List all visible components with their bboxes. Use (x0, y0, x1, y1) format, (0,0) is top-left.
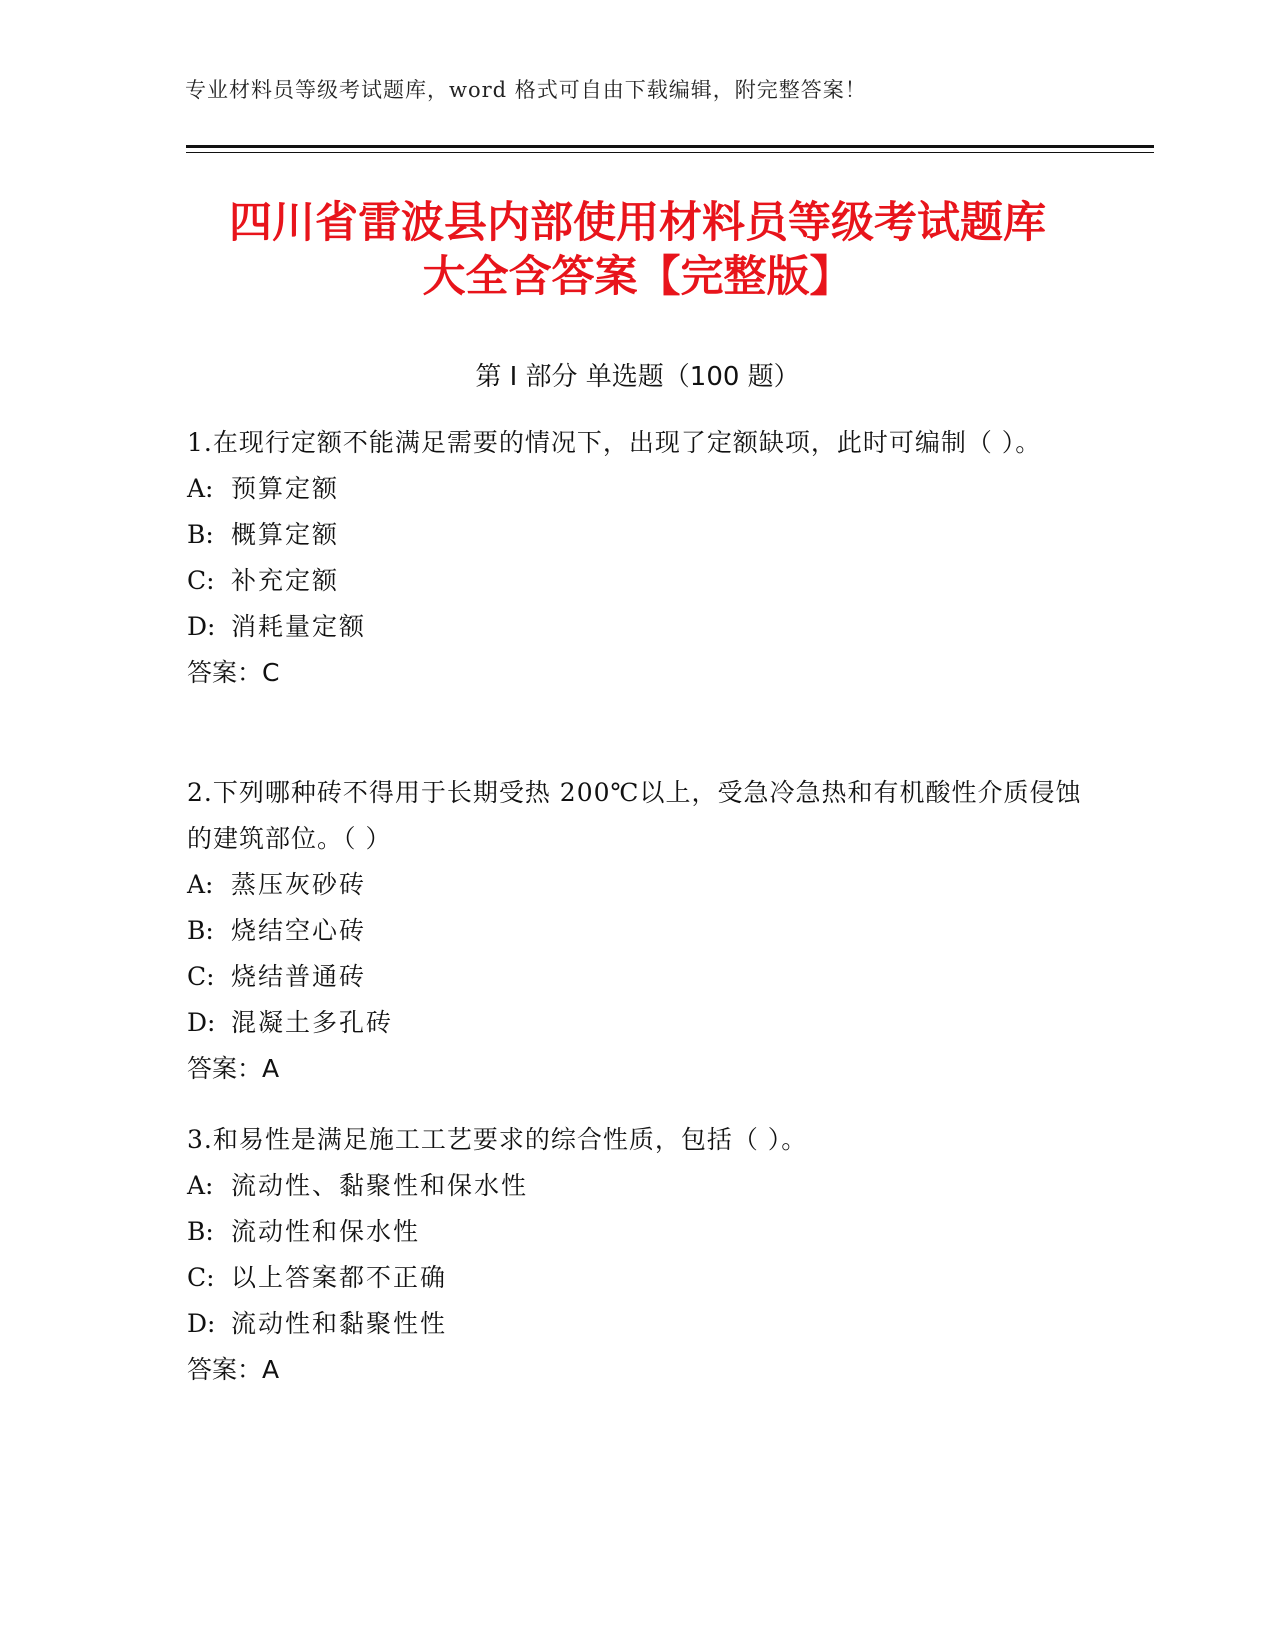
option-a (187, 862, 1087, 908)
answer-label: 答案： (187, 1054, 263, 1083)
question-stem: 1.在现行定额不能满足需要的情况下，出现了定额缺项，此时可编制（ ）。 (187, 428, 1042, 457)
option-text: 蒸压灰砂砖 (231, 870, 367, 899)
option-key: B: (187, 916, 214, 945)
header-rule-thin (186, 152, 1154, 153)
option-text: 以上答案都不正确 (231, 1263, 448, 1292)
option-key: D: (187, 1309, 216, 1338)
option-b (187, 908, 1087, 954)
option-key: B: (187, 520, 214, 549)
option-key: A: (187, 474, 214, 503)
document-title (150, 196, 1125, 304)
question-stem: 2.下列哪种砖不得用于长期受热 200℃以上，受急冷急热和有机酸性介质侵蚀的建筑部位。（ ） (187, 778, 1082, 853)
option-key: C: (187, 1263, 215, 1292)
option-a (187, 1163, 1087, 1209)
answer-label: 答案： (187, 658, 263, 687)
option-text: 烧结空心砖 (231, 916, 367, 945)
document-title-line-2: 大全含答案【完整版】 (422, 252, 853, 302)
answer-label: 答案： (187, 1355, 263, 1384)
option-text: 概算定额 (231, 520, 340, 549)
header-note: 专业材料员等级考试题库，word 格式可自由下载编辑，附完整答案！ (185, 78, 867, 102)
answer-line (187, 650, 1087, 696)
answer-value: C (262, 658, 280, 687)
option-d (187, 1000, 1087, 1046)
option-text: 流动性和保水性 (231, 1217, 421, 1246)
question-2 (187, 770, 1087, 1092)
option-b (187, 1209, 1087, 1255)
header-rule-thick (186, 145, 1154, 148)
option-key: A: (187, 1171, 214, 1200)
answer-value: A (262, 1355, 280, 1384)
option-text: 预算定额 (231, 474, 340, 503)
option-text: 消耗量定额 (231, 612, 367, 641)
option-key: D: (187, 1008, 216, 1037)
option-c (187, 1255, 1087, 1301)
option-c (187, 558, 1087, 604)
answer-line (187, 1347, 1087, 1393)
question-3 (187, 1117, 1087, 1393)
option-text: 流动性和黏聚性性 (231, 1309, 448, 1338)
answer-value: A (262, 1054, 280, 1083)
option-key: C: (187, 566, 215, 595)
option-d (187, 604, 1087, 650)
option-a (187, 466, 1087, 512)
option-text: 混凝土多孔砖 (231, 1008, 394, 1037)
section-title: 第 I 部分 单选题（100 题） (475, 362, 800, 392)
option-text: 流动性、黏聚性和保水性 (231, 1171, 529, 1200)
option-key: B: (187, 1217, 214, 1246)
answer-line (187, 1046, 1087, 1092)
option-d (187, 1301, 1087, 1347)
question-1 (187, 420, 1087, 696)
option-text: 补充定额 (231, 566, 340, 595)
option-key: D: (187, 612, 216, 641)
question-stem: 3.和易性是满足施工工艺要求的综合性质，包括（ ）。 (187, 1125, 808, 1154)
option-c (187, 954, 1087, 1000)
document-title-line-1: 四川省雷波县内部使用材料员等级考试题库 (229, 198, 1046, 248)
option-b (187, 512, 1087, 558)
option-key: A: (187, 870, 214, 899)
option-key: C: (187, 962, 215, 991)
option-text: 烧结普通砖 (231, 962, 367, 991)
